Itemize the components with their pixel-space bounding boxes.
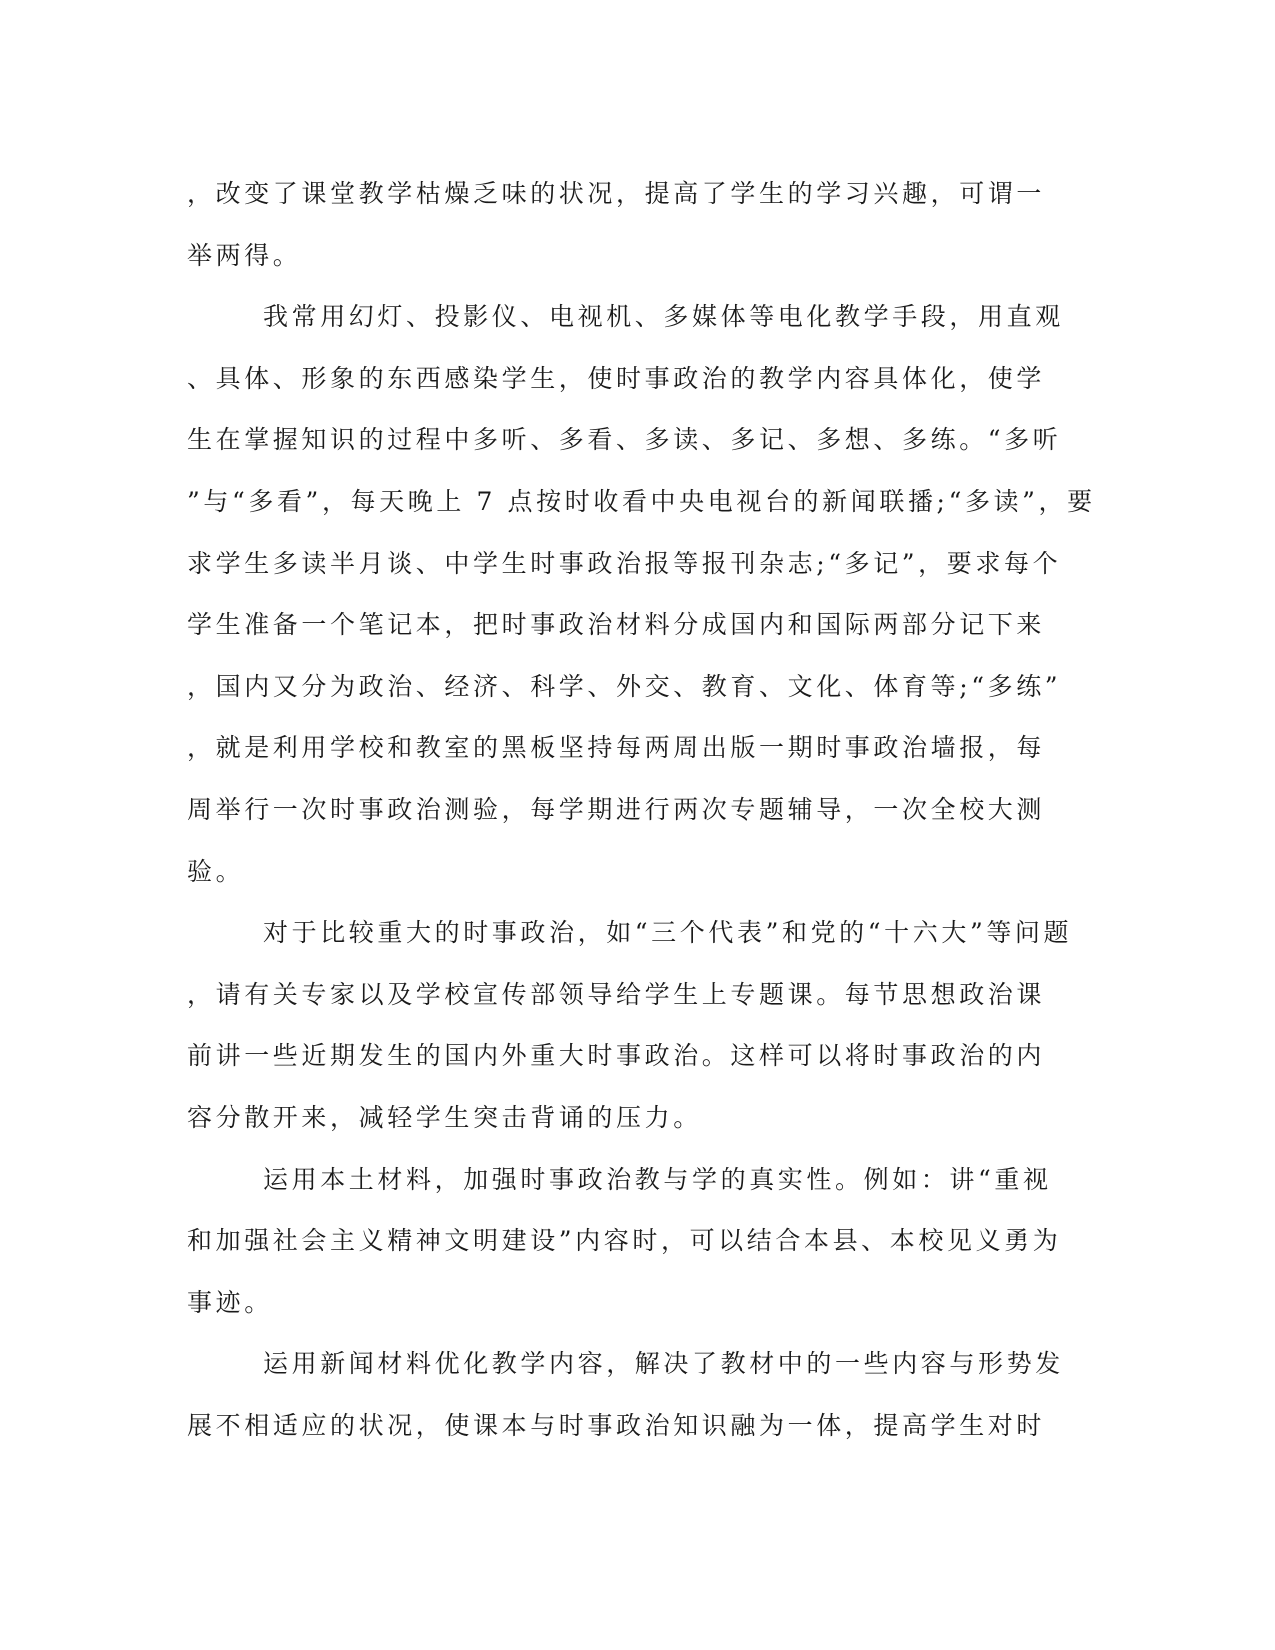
text-line: 和加强社会主义精神文明建设”内容时，可以结合本县、本校见义勇为 [187, 1226, 1062, 1256]
text-line: 展不相适应的状况，使课本与时事政治知识融为一体，提高学生对时 [187, 1410, 1046, 1440]
text-line: 对于比较重大的时事政治，如“三个代表”和党的“十六大”等问题 [263, 918, 1073, 948]
text-line: ”与“多看”，每天晚上 7 点按时收看中央电视台的新闻联播;“多读”，要 [187, 486, 1096, 516]
text-line: 验。 [187, 856, 245, 886]
text-line: 求学生多读半月谈、中学生时事政治报等报刊杂志;“多记”，要求每个 [187, 548, 1062, 578]
text-line: 前讲一些近期发生的国内外重大时事政治。这样可以将时事政治的内 [187, 1041, 1046, 1071]
text-line: 运用本土材料，加强时事政治教与学的真实性。例如：讲“重视 [263, 1164, 1052, 1194]
text-line: ，国内又分为政治、经济、科学、外交、教育、文化、体育等;“多练” [187, 671, 1062, 701]
text-line: 事迹。 [187, 1287, 273, 1317]
text-line: 、具体、形象的东西感染学生，使时事政治的教学内容具体化，使学 [187, 363, 1046, 393]
text-line: 容分散开来，减轻学生突击背诵的压力。 [187, 1102, 702, 1132]
text-line: 学生准备一个笔记本，把时事政治材料分成国内和国际两部分记下来 [187, 610, 1046, 640]
text-line: 举两得。 [187, 240, 302, 270]
text-line: 运用新闻材料优化教学内容，解决了教材中的一些内容与形势发 [263, 1349, 1064, 1379]
text-line: ，请有关专家以及学校宣传部领导给学生上专题课。每节思想政治课 [187, 979, 1046, 1009]
text-line: 我常用幻灯、投影仪、电视机、多媒体等电化教学手段，用直观 [263, 302, 1064, 332]
text-line: 生在掌握知识的过程中多听、多看、多读、多记、多想、多练。“多听 [187, 425, 1062, 455]
text-line: ，改变了课堂教学枯燥乏味的状况，提高了学生的学习兴趣，可谓一 [187, 179, 1046, 208]
text-line: 周举行一次时事政治测验，每学期进行两次专题辅导，一次全校大测 [187, 794, 1046, 824]
text-line: ，就是利用学校和教室的黑板坚持每两周出版一期时事政治墙报，每 [187, 733, 1046, 763]
body-text [187, 163, 1096, 1456]
